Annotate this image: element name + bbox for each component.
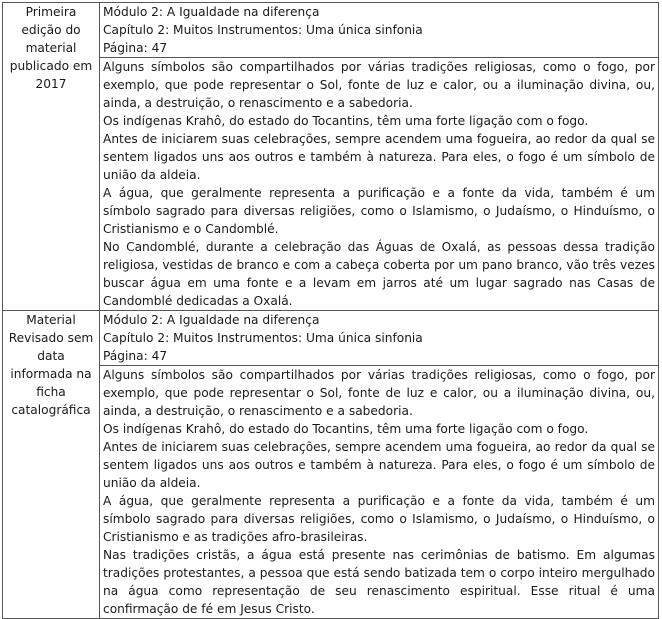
revised-text-cell: [100, 366, 659, 619]
paragraph: Os indígenas Krahô, do estado do Tocantins, têm uma forte ligação com o fogo.: [103, 114, 589, 128]
edition-label-cell: [3, 3, 100, 311]
paragraph: Alguns símbolos são compartilhados por várias tradições religiosas, como o fogo, por exemplo, que pode representar o Sol, fonte de luz e calor, ou a iluminação divina, ou, ainda, a destruição, o renascimento e a sabedoria.: [103, 368, 655, 418]
edition-label: Primeira edição do material publicado em 2017: [9, 5, 93, 91]
edition-row-body: [3, 58, 659, 311]
module-title: Módulo 2: A Igualdade na diferença: [103, 313, 320, 327]
revised-meta-cell: [100, 311, 659, 366]
paragraph: A água, que geralmente representa a purificação e a fonte da vida, também é um símbolo sagrado para diversas religiões, como o Islamismo, o Judaísmo, o Hinduísmo, o Cristianismo e o Candomblé.: [103, 186, 655, 236]
paragraph: No Candomblé, durante a celebração das Águas de Oxalá, as pessoas dessa tradição religiosa, vestidas de branco e com a cabeça coberta por um pano branco, vão três vezes buscar água em uma fonte e a levam em jarros até um lugar sagrado nas Casas de Candomblé dedicadas a Oxalá.: [103, 240, 655, 308]
chapter-title: Capítulo 2: Muitos Instrumentos: Uma única sinfonia: [103, 331, 423, 345]
paragraph: Nas tradições cristãs, a água está presente nas cerimônias de batismo. Em algumas tradições protestantes, a pessoa que está sendo batizada tem o corpo inteiro mergulhado na água como representação de seu renascimento espiritual. Esse ritual é uma confirmação de fé em Jesus Cristo.: [103, 548, 655, 616]
module-title: Módulo 2: A Igualdade na diferença: [103, 5, 320, 19]
comparison-table: [2, 2, 659, 619]
paragraph: Antes de iniciarem suas celebrações, sempre acendem uma fogueira, ao redor da qual se sentem ligados uns aos outros e também à natureza. Para eles, o fogo é um símbolo de união da aldeia.: [103, 440, 655, 490]
revised-row-header: [3, 311, 659, 366]
page-number: Página: 47: [103, 41, 168, 55]
revised-label: Material Revisado sem data informada na ficha catalográfica: [8, 313, 94, 417]
paragraph: Os indígenas Krahô, do estado do Tocantins, têm uma forte ligação com o fogo.: [103, 422, 589, 436]
paragraph: Antes de iniciarem suas celebrações, sempre acendem uma fogueira, ao redor da qual se sentem ligados uns aos outros e também à natureza. Para eles, o fogo é um símbolo de união da aldeia.: [103, 132, 655, 182]
paragraph: A água, que geralmente representa a purificação e a fonte da vida, também é um símbolo sagrado para diversas religiões, como o Islamismo, o Judaísmo, o Hinduísmo, o Cristianismo e as tradições afro-brasileiras.: [103, 494, 655, 544]
edition-row-header: [3, 3, 659, 58]
paragraph: Alguns símbolos são compartilhados por várias tradições religiosas, como o fogo, por exemplo, que pode representar o Sol, fonte de luz e calor, ou a iluminação divina, ou, ainda, a destruição, o renascimento e a sabedoria.: [103, 60, 655, 110]
edition-text-cell: [100, 58, 659, 311]
edition-meta-cell: [100, 3, 659, 58]
chapter-title: Capítulo 2: Muitos Instrumentos: Uma única sinfonia: [103, 23, 423, 37]
revised-row-body: [3, 366, 659, 619]
page-number: Página: 47: [103, 349, 168, 363]
revised-label-cell: [3, 311, 100, 619]
